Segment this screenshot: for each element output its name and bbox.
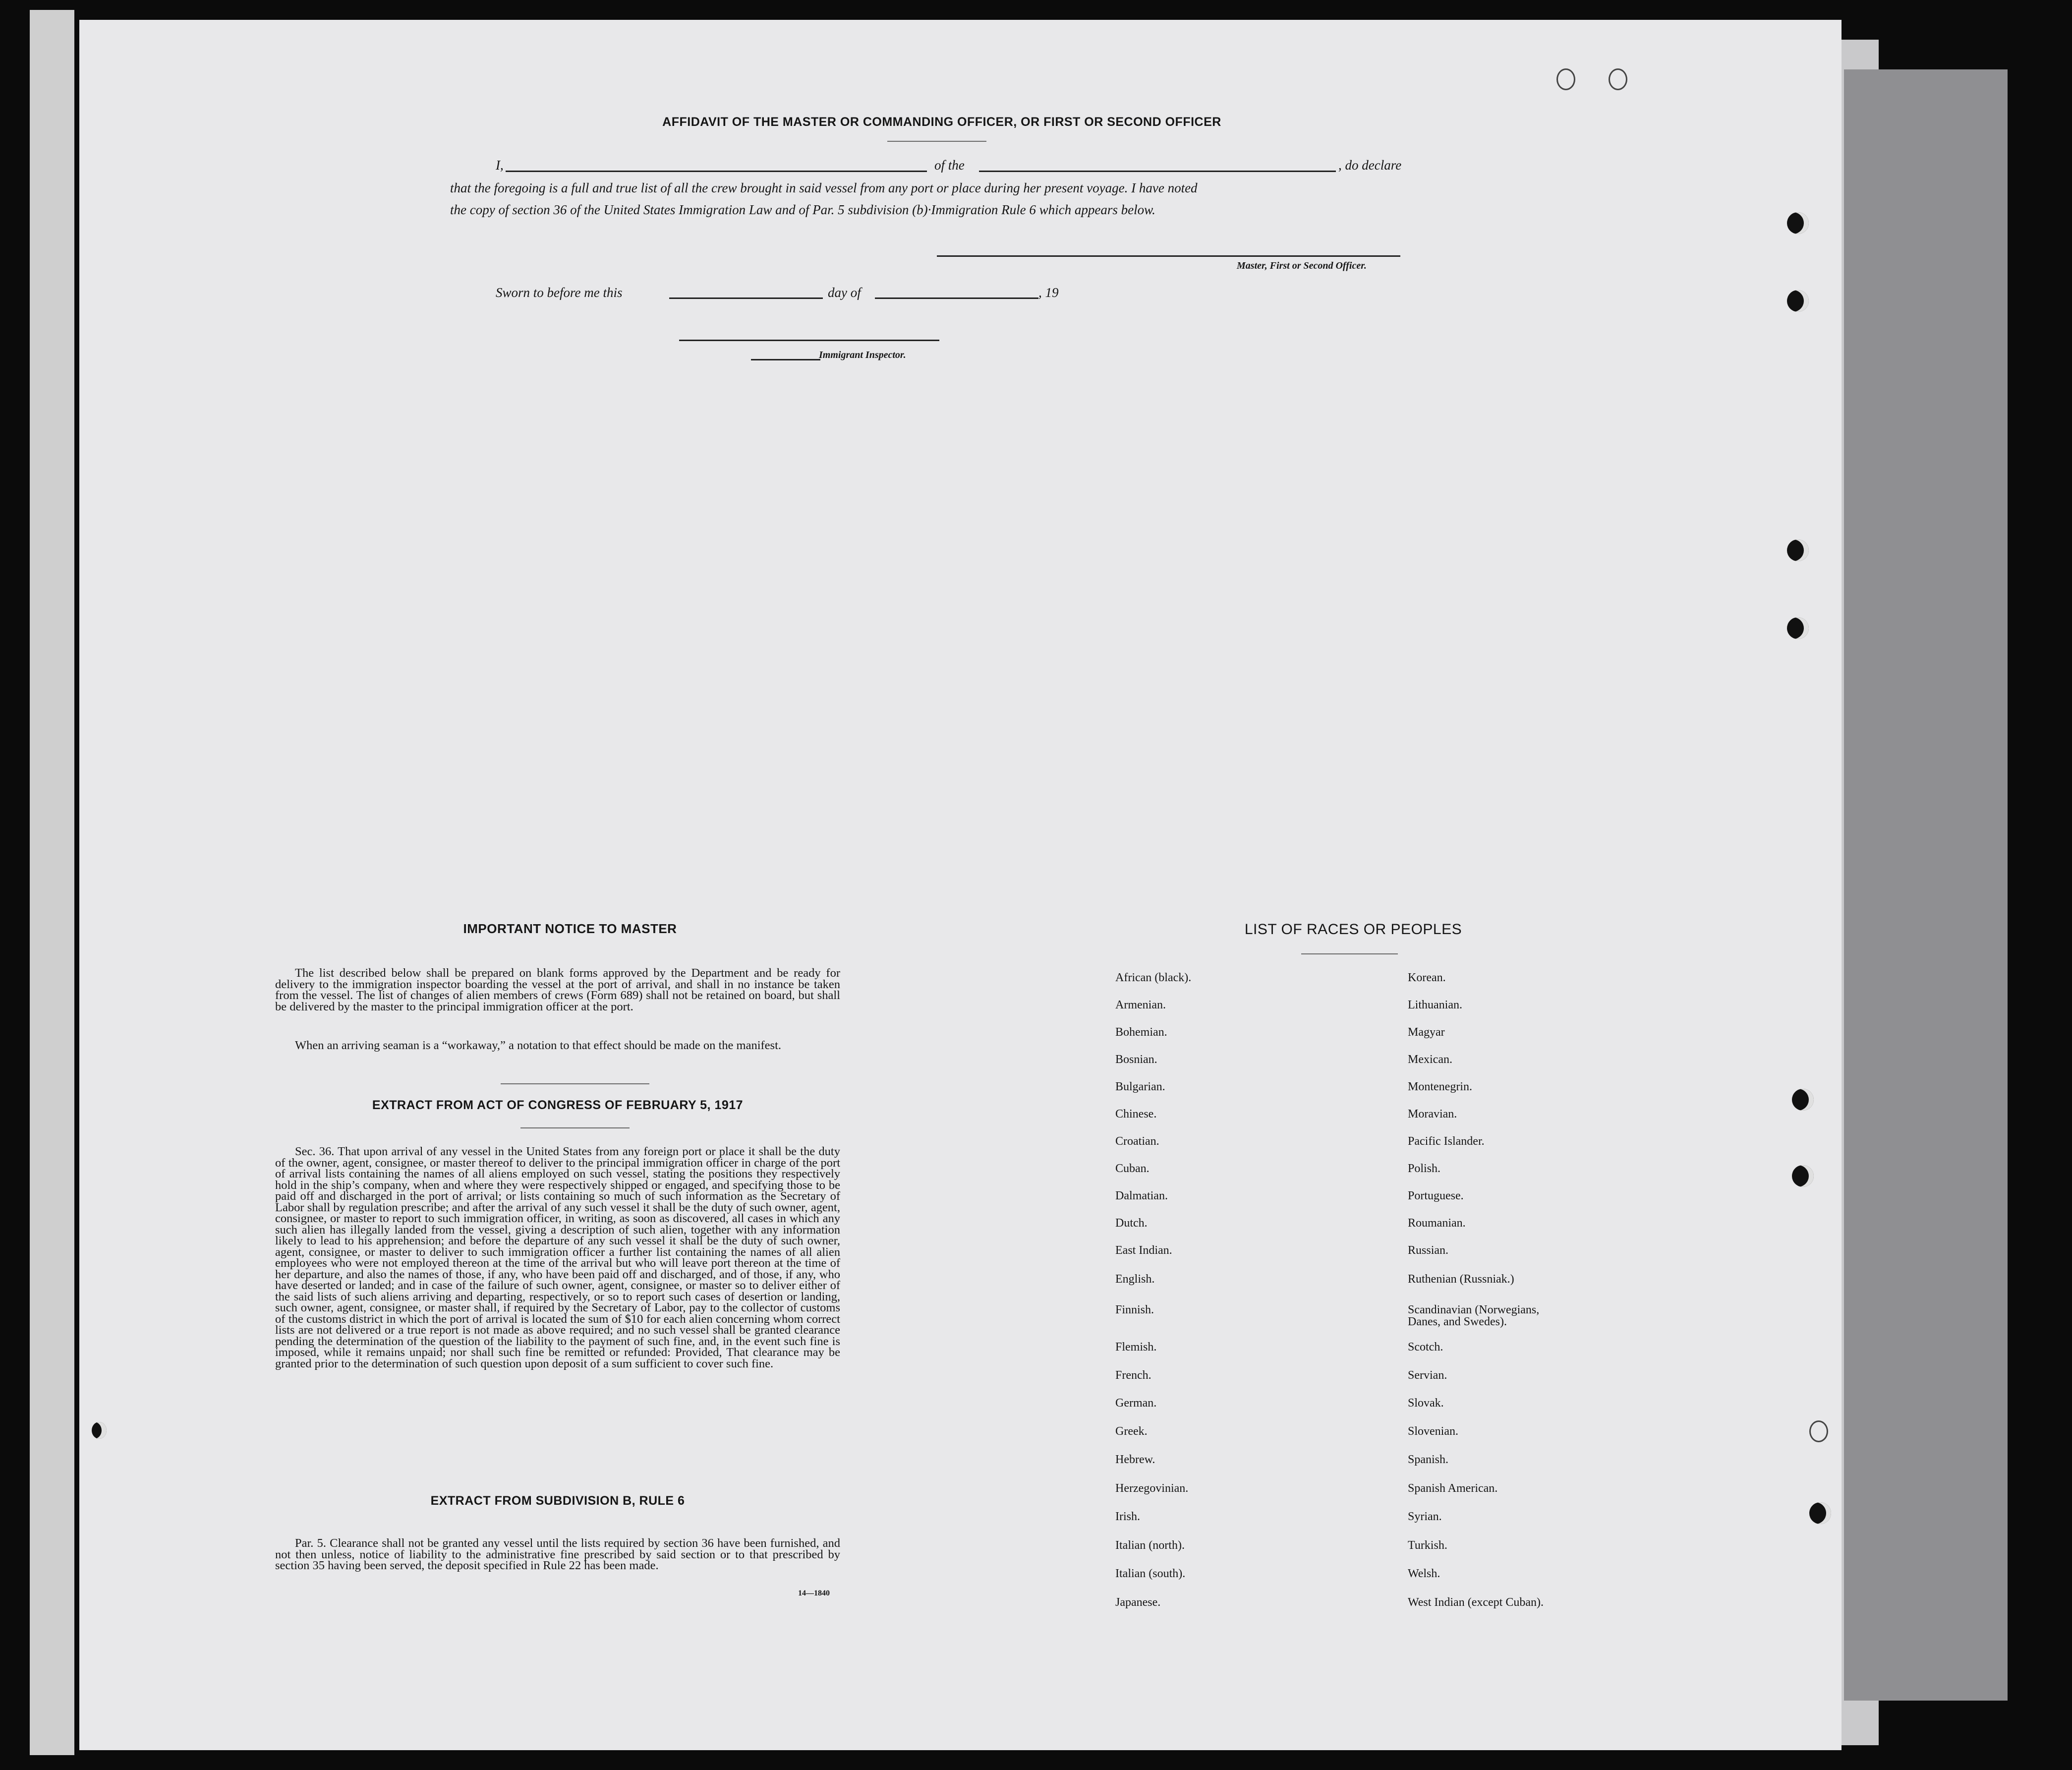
punch-hole-left [92, 1422, 107, 1439]
right-binding-flap [1844, 69, 2008, 1701]
race-item: Moravian. [1408, 1108, 1457, 1121]
race-item: Ruthenian (Russniak.) [1408, 1273, 1514, 1286]
race-item: Mexican. [1408, 1053, 1452, 1066]
race-item: Italian (north). [1115, 1539, 1185, 1552]
inspector-short-line [751, 359, 820, 360]
sworn-day-blank-line [669, 297, 823, 299]
race-item: Roumanian. [1408, 1217, 1466, 1230]
punch-hole-7 [1809, 1420, 1828, 1442]
master-signature-label: Master, First or Second Officer. [1237, 260, 1367, 271]
punch-hole-5 [1792, 1089, 1814, 1111]
race-item: Armenian. [1115, 999, 1166, 1011]
race-item: Finnish. [1115, 1303, 1154, 1316]
race-item: Bohemian. [1115, 1026, 1167, 1039]
rule-extract-title: EXTRACT FROM SUBDIVISION B, RULE 6 [430, 1494, 685, 1508]
punch-hole-top-1 [1556, 68, 1575, 90]
race-item: Servian. [1408, 1369, 1447, 1382]
title-divider [887, 141, 986, 142]
race-item: East Indian. [1115, 1244, 1172, 1257]
sworn-month-blank-line [875, 297, 1038, 299]
act-extract-title: EXTRACT FROM ACT OF CONGRESS OF FEBRUARY 5, 1917 [372, 1098, 744, 1112]
race-item: German. [1115, 1397, 1157, 1410]
notice-title: IMPORTANT NOTICE TO MASTER [463, 921, 677, 936]
race-item: Pacific Islander. [1408, 1135, 1485, 1148]
race-item: Bulgarian. [1115, 1080, 1165, 1093]
punch-hole-top-2 [1609, 68, 1627, 90]
form-page [79, 20, 1842, 1750]
affidavit-do-declare-label: , do declare [1338, 158, 1402, 173]
race-item: Croatian. [1115, 1135, 1159, 1148]
races-title: LIST OF RACES OR PEOPLES [1244, 921, 1462, 938]
name-blank-line [506, 171, 927, 172]
punch-hole-6 [1792, 1165, 1814, 1187]
notice-divider [501, 1083, 649, 1084]
affidavit-of-the-label: of the [934, 158, 965, 173]
rule-par-5-text: Par. 5. Clearance shall not be granted any vessel until the lists required by section 36 have been furnished, and not then unless, notice of liability to the administrative fine prescribed by said section or to that prescribed by section 35 having been served, the deposit specified in Rule 22 has been made. [275, 1536, 840, 1572]
race-item: African (black). [1115, 971, 1192, 984]
year-label: , 19 [1038, 285, 1059, 300]
race-item: Lithuanian. [1408, 999, 1462, 1011]
punch-hole-8 [1809, 1502, 1831, 1524]
punch-hole-1 [1787, 212, 1809, 234]
race-item: Polish. [1408, 1162, 1441, 1175]
vessel-blank-line [979, 171, 1336, 172]
race-item: Herzegovinian. [1115, 1482, 1189, 1495]
notice-paragraph-2: When an arriving seaman is a “workaway,” a notation to that effect should be made on the manifest. [295, 1039, 782, 1052]
act-section-36-text: Sec. 36. That upon arrival of any vessel in the United States from any foreign port or place it shall be the duty of the owner, agent, consignee, or master thereof to deliver to the principal immigration officer in charge of the port of arrival lists containing the names of all aliens employed on such vessel, stating the positions they respectively hold in the ship’s company, when and where they were respectively shipped or engaged, and specifying those to be paid off and discharged in the port of arrival; or lists containing so much of such information as the Secretary of Labor shall by regulation prescribe; and after the arrival of any such vessel it shall be the duty of such owner, agent, consignee, or master to report to such immigration officer, in writing, as soon as discovered, all cases in which any such alien has illegally landed from the vessel, giving a description of such alien, together with any information likely to lead to his apprehension; and before the departure of any such vessel it shall be the duty of such owner, agent, consignee, or master to deliver to such immigration officer a further list containing the names of all alien employees who were not employed thereon at the time of the arrival but who will leave port thereon at the time of her departure, and also the names of those, if any, who have been paid off and discharged, and of those, if any, who have deserted or landed; and in case of the failure of such owner, agent, consignee, or master so to deliver either of the said lists of such aliens arriving and departing, respectively, or so to report such cases of desertion or landing, such owner, agent, consignee, or master shall, if required by the Secretary of Labor, pay to the collector of customs of the customs district in which the port of arrival is located the sum of $10 for each alien concerning whom correct lists are not delivered or a true report is not made as above required; and no such vessel shall be granted clearance pending the determination of the question of the liability to the payment of such fine, and, in the event such fine is imposed, while it remains unpaid; nor shall such fine be remitted or refunded: Provided, That clearance may be granted prior to the determination of such question upon deposit of a sum sufficient to cover such fine. [275, 1145, 840, 1370]
race-item: Chinese. [1115, 1108, 1157, 1121]
race-item: Russian. [1408, 1244, 1449, 1257]
master-signature-line [937, 255, 1400, 257]
race-item: Turkish. [1408, 1539, 1447, 1552]
punch-hole-2 [1787, 290, 1809, 312]
punch-hole-4 [1787, 617, 1809, 639]
inspector-label: Immigrant Inspector. [819, 350, 906, 360]
race-item: Japanese. [1115, 1596, 1161, 1609]
race-item: Irish. [1115, 1510, 1140, 1523]
day-of-label: day of [828, 285, 861, 300]
left-page-edge [30, 10, 74, 1755]
race-item: Bosnian. [1115, 1053, 1157, 1066]
race-item: French. [1115, 1369, 1151, 1382]
notice-paragraph-1: The list described below shall be prepared on blank forms approved by the Department and be ready for delivery to the immigration inspector boarding the vessel at the port of arrival, and shall in no instance be taken from the vessel. The list of changes of alien members of crews (Form 689) shall not be retained on board, but shall be delivered by the master to the principal immigration officer at the port. [275, 966, 840, 1013]
race-item: Magyar [1408, 1026, 1445, 1039]
affidavit-i-label: I, [496, 158, 504, 173]
race-item: West Indian (except Cuban). [1408, 1596, 1544, 1609]
race-item: Portuguese. [1408, 1189, 1464, 1202]
race-item: Syrian. [1408, 1510, 1442, 1523]
race-item: Greek. [1115, 1425, 1148, 1438]
race-item: Dalmatian. [1115, 1189, 1168, 1202]
race-item: Scotch. [1408, 1341, 1443, 1354]
affidavit-line-3: the copy of section 36 of the United States Immigration Law and of Par. 5 subdivision (b)·Immigration Rule 6 which appears below. [450, 202, 1155, 217]
race-item: Cuban. [1115, 1162, 1150, 1175]
race-item: Spanish. [1408, 1453, 1449, 1466]
inspector-signature-line [679, 340, 939, 341]
act-divider [520, 1127, 630, 1128]
punch-hole-3 [1787, 539, 1809, 561]
race-item: Slovak. [1408, 1397, 1444, 1410]
races-divider [1301, 953, 1398, 954]
race-item: Spanish American. [1408, 1482, 1498, 1495]
affidavit-line-2: that the foregoing is a full and true list of all the crew brought in said vessel from any port or place during her present voyage. I have noted [450, 180, 1198, 195]
race-item: Scandinavian (Norwegians, Danes, and Swedes). [1408, 1303, 1540, 1328]
race-item: Flemish. [1115, 1341, 1157, 1354]
sworn-label: Sworn to before me this [496, 285, 623, 300]
race-item: Korean. [1408, 971, 1446, 984]
race-item: Hebrew. [1115, 1453, 1155, 1466]
race-item: Welsh. [1408, 1567, 1440, 1580]
affidavit-title: AFFIDAVIT OF THE MASTER OR COMMANDING OFFICER, OR FIRST OR SECOND OFFICER [662, 115, 1221, 129]
race-item: Dutch. [1115, 1217, 1148, 1230]
form-number: 14—1840 [798, 1589, 830, 1597]
race-item: Slovenian. [1408, 1425, 1458, 1438]
race-item: Italian (south). [1115, 1567, 1186, 1580]
race-item: English. [1115, 1273, 1155, 1286]
race-item: Montenegrin. [1408, 1080, 1472, 1093]
